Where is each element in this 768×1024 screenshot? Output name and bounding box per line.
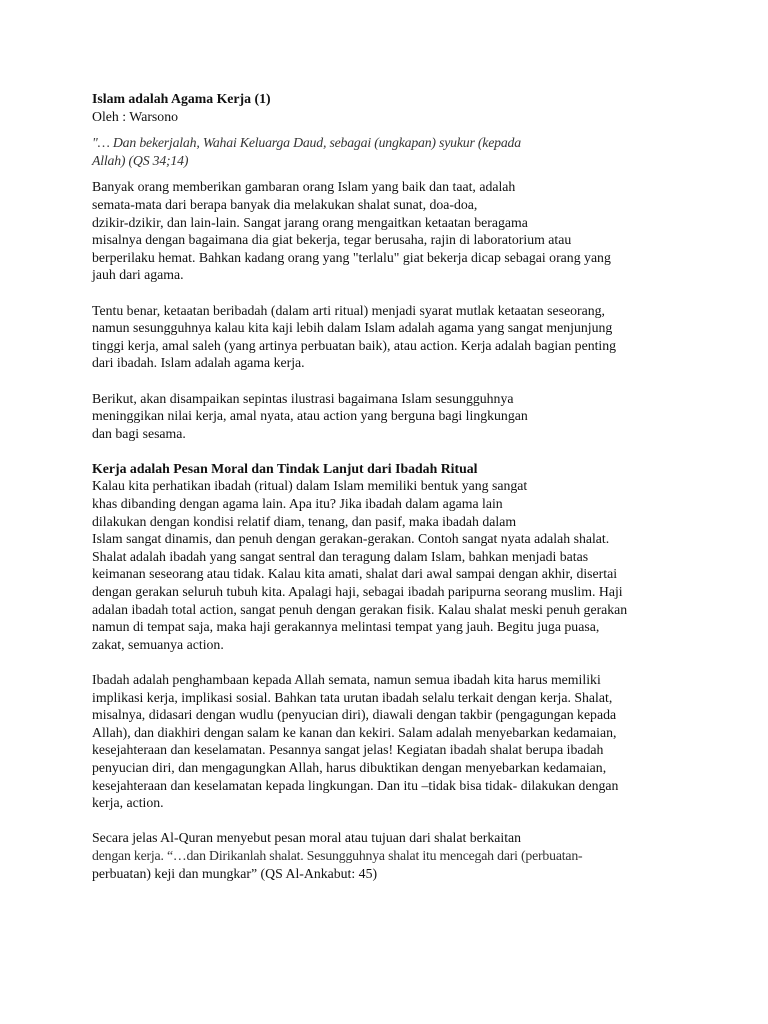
text-line: dari ibadah. Islam adalah agama kerja. [92,355,305,371]
paragraph-3 [92,390,692,443]
text-line: dengan kerja. “…dan Dirikanlah shalat. Sesungguhnya shalat itu mencegah dari (perbuatan- [92,847,583,863]
text-line: Allah), dan diakhiri dengan salam ke kanan dan kekiri. Salam adalah menyebarkan kedamaian, [92,724,617,740]
text-line: zakat, semuanya action. [92,636,224,652]
paragraph-4 [92,477,692,653]
document-page [92,90,692,882]
text-line: perbuatan) keji dan mungkar” (QS Al-Ankabut: 45) [92,865,378,881]
document-title: Islam adalah Agama Kerja (1) [92,91,271,106]
text-line: adalan ibadah total action, sangat penuh dengan gerakan fisik. Kalau shalat meski penuh gerakan [92,601,628,617]
text-line: meninggikan nilai kerja, amal nyata, atau action yang berguna bagi lingkungan [92,408,528,424]
text-line: Kalau kita perhatikan ibadah (ritual) dalam Islam memiliki bentuk yang sangat [92,478,528,494]
text-line: kesejahteraan dan keselamatan. Pesannya sangat jelas! Kegiatan ibadah shalat berupa ibadah [92,742,604,758]
text-line: misalnya dengan bagaimana dia giat bekerja, tegar berusaha, rajin di laboratorium atau [92,232,572,248]
text-line: kerja, action. [92,795,164,811]
text-line: Ibadah adalah penghambaan kepada Allah semata, namun semua ibadah kita harus memiliki [92,672,601,687]
quote-line: "… Dan bekerjalah, Wahai Keluarga Daud, sebagai (ungkapan) syukur (kepada [92,135,521,151]
text-line: Berikut, akan disampaikan sepintas ilustrasi bagaimana Islam sesungguhnya [92,390,514,406]
text-line: misalnya, didasari dengan wudlu (penyucian diri), diawali dengan takbir (pengagungan kepada [92,707,617,723]
text-line: khas dibanding dengan agama lain. Apa itu? Jika ibadah dalam agama lain [92,496,503,512]
text-line: dengan gerakan seluruh tubuh kita. Apalagi haji, sebagai ibadah paripurna seorang muslim. Haji [92,584,623,600]
text-line: implikasi kerja, implikasi sosial. Bahkan tata urutan ibadah selalu terkait dengan kerja. Shalat, [92,689,613,705]
paragraph-6 [92,829,692,882]
text-line: namun sesungguhnya kalau kita kaji lebih dalam Islam adalah agama yang sangat menjunjung [92,320,613,336]
text-line: dzikir-dzikir, dan lain-lain. Sangat jarang orang mengaitkan ketaatan beragama [92,214,528,230]
paragraph-2 [92,302,692,372]
text-line: Secara jelas Al-Quran menyebut pesan moral atau tujuan dari shalat berkaitan [92,830,522,846]
text-line: namun di tempat saja, maka haji gerakannya melintasi tempat yang jauh. Begitu juga puasa, [92,619,600,635]
opening-quote [92,134,692,169]
text-line: Islam sangat dinamis, dan penuh dengan gerakan-gerakan. Contoh sangat nyata adalah shalat. [92,531,610,547]
text-line: dilakukan dengan kondisi relatif diam, tenang, dan pasif, maka ibadah dalam [92,513,517,529]
text-line: tinggi kerja, amal saleh (yang artinya perbuatan baik), atau action. Kerja adalah bagian penting [92,337,617,353]
quote-line: Allah) (QS 34;14) [92,152,189,168]
section-heading: Kerja adalah Pesan Moral dan Tindak Lanjut dari Ibadah Ritual [92,460,478,476]
text-line: kesejahteraan dan keselamatan kepada lingkungan. Dan itu –tidak bisa tidak- dilakukan dengan [92,777,619,793]
text-line: berperilaku hemat. Bahkan kadang orang yang "terlalu" giat bekerja dicap sebagai orang yang [92,249,611,265]
text-line: Shalat adalah ibadah yang sangat sentral dan teragung dalam Islam, bahkan menjadi batas [92,548,589,564]
text-line: Banyak orang memberikan gambaran orang Islam yang baik dan taat, adalah [92,179,516,195]
document-author: Oleh : Warsono [92,108,179,124]
text-line: jauh dari agama. [92,267,184,283]
text-line: dan bagi sesama. [92,425,186,441]
text-line: penyucian diri, dan mengagungkan Allah, harus dibuktikan dengan menyebarkan kedamaian, [92,759,607,775]
text-line: semata-mata dari berapa banyak dia melakukan shalat sunat, doa-doa, [92,196,478,212]
paragraph-1 [92,178,692,284]
text-line: Tentu benar, ketaatan beribadah (dalam arti ritual) menjadi syarat mutlak ketaatan seseorang, [92,302,605,318]
text-line: keimanan seseorang atau tidak. Kalau kita amati, shalat dari awal sampai dengan akhir, disertai [92,566,618,582]
paragraph-5 [92,671,692,812]
